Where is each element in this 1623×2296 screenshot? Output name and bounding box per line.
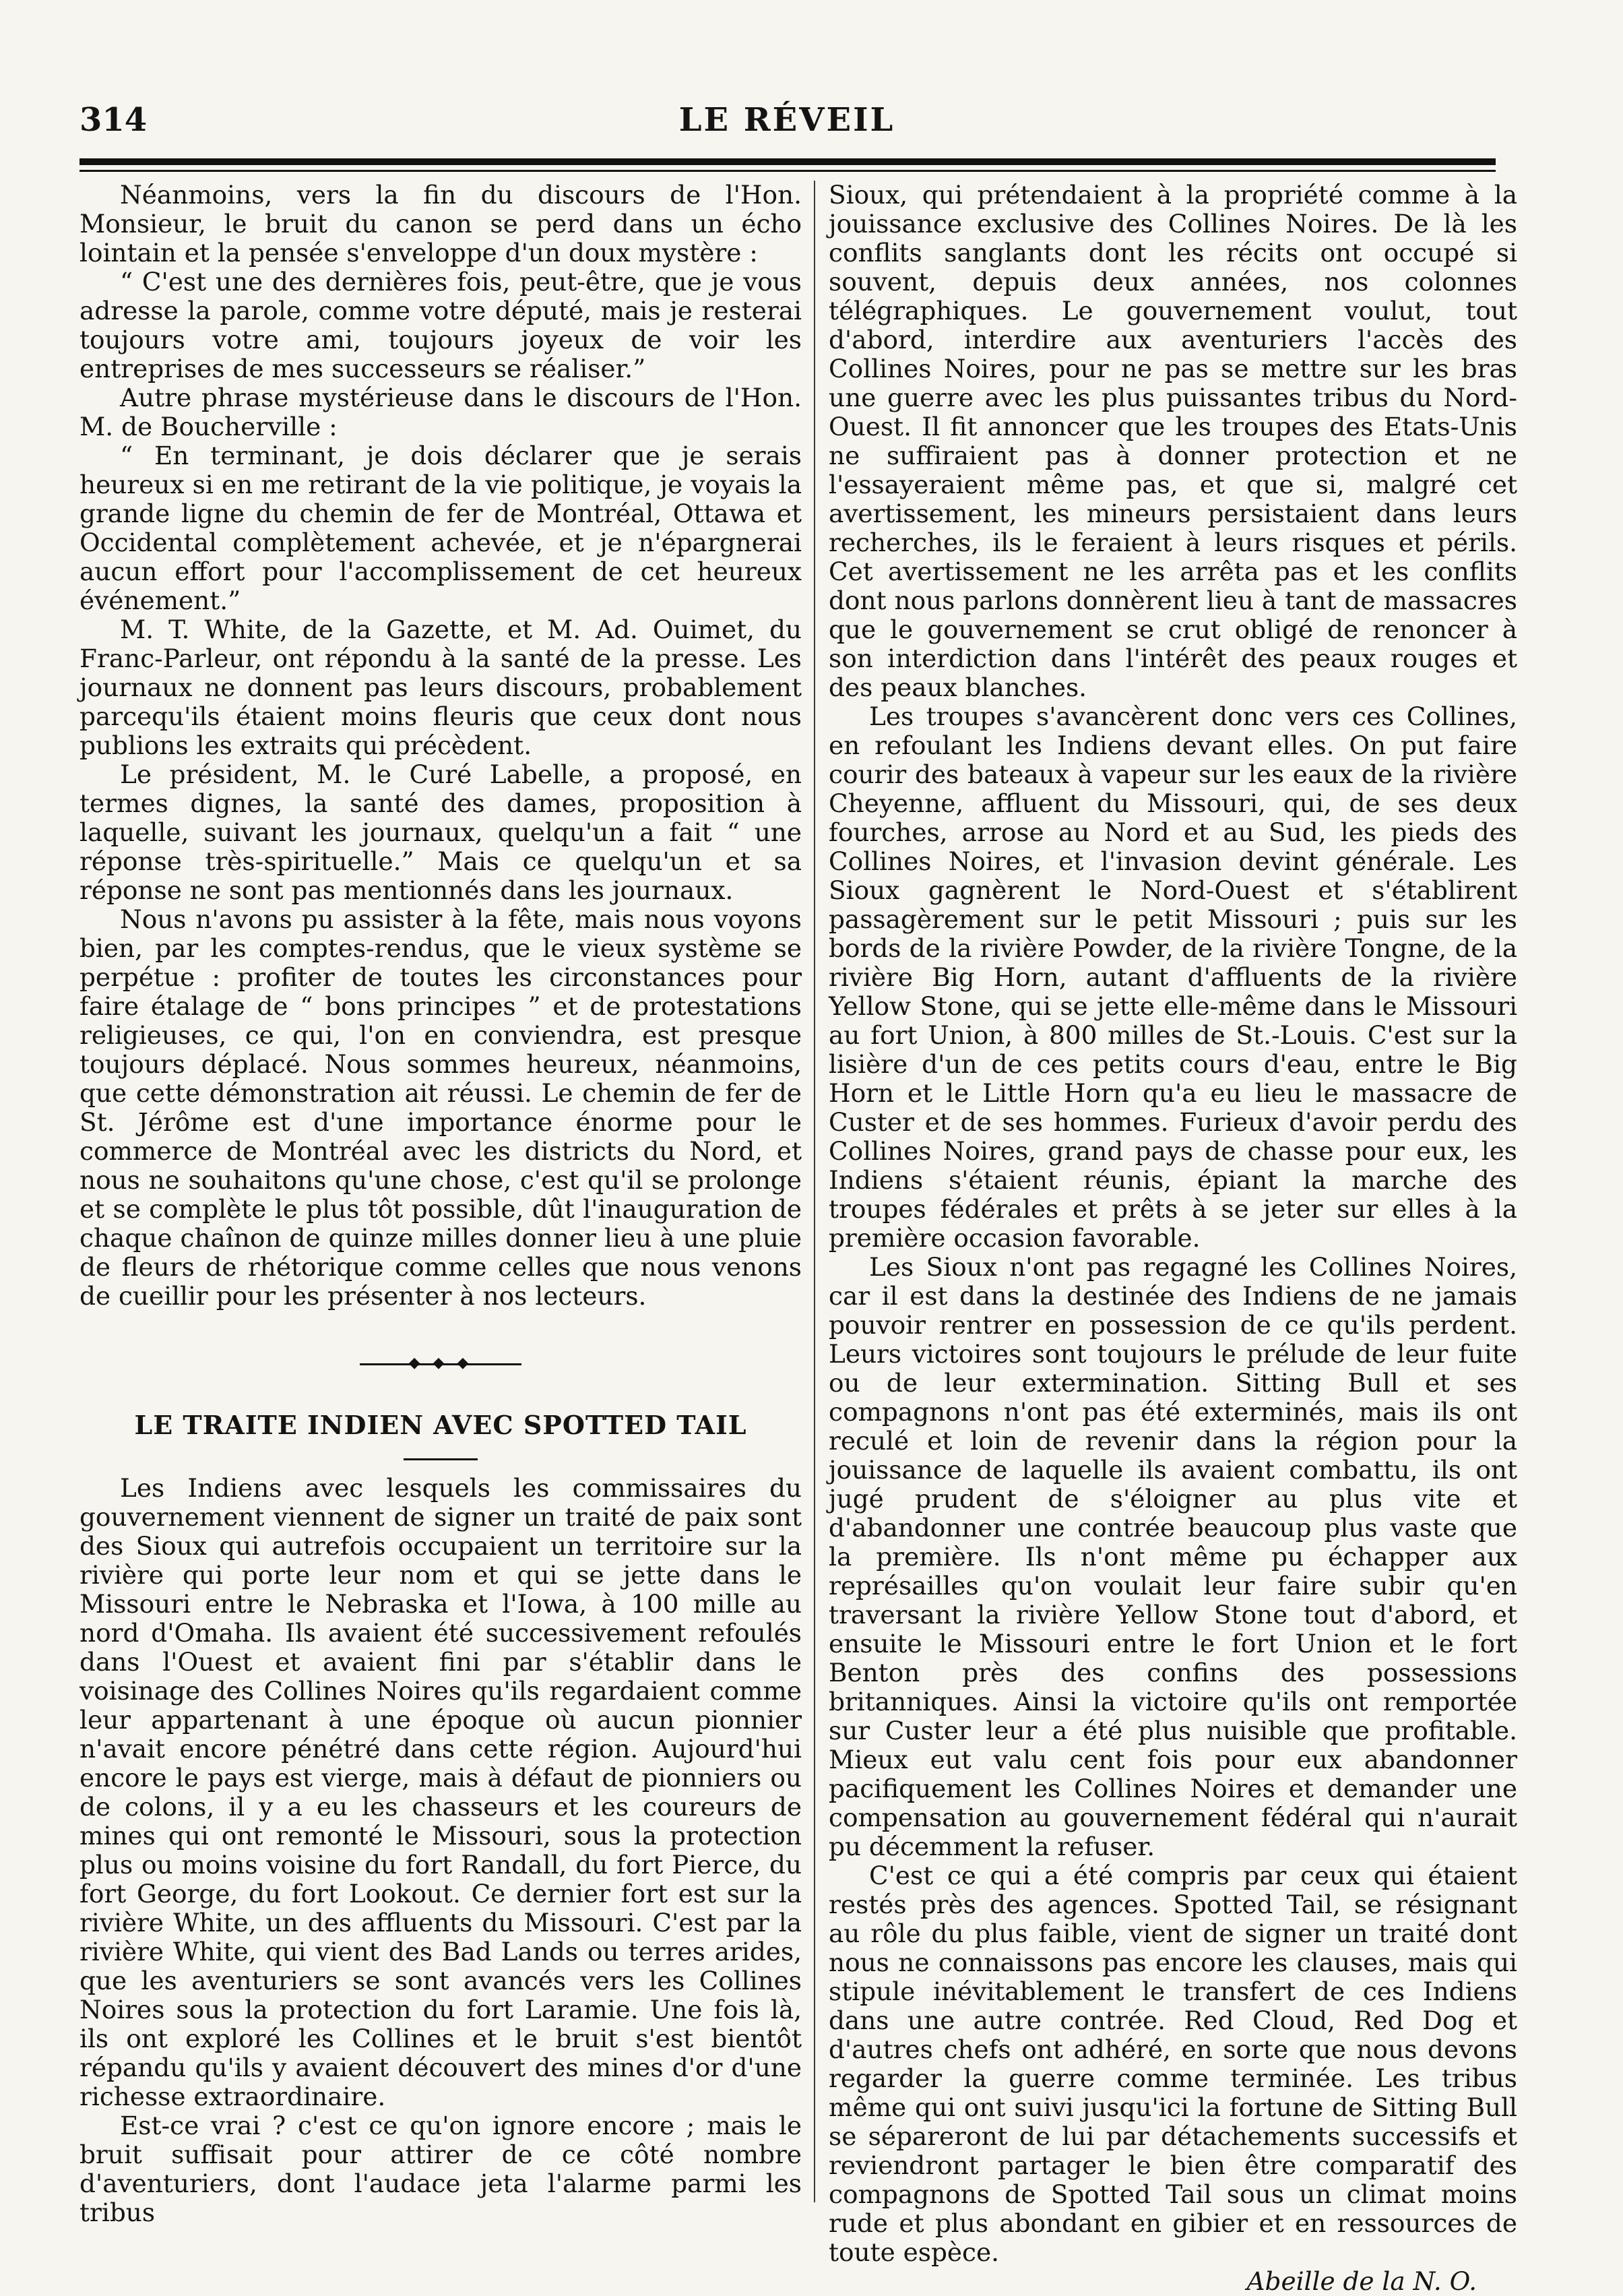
- paragraph: M. T. White, de la Gazette, et M. Ad. Ouimet, du Franc-Parleur, ont répondu à la santé de la presse. Les journaux ne donnent pas leurs discours, probablement parcequ'ils étaient moins fleuris que ceux dont nous publions les extraits qui précèdent.: [79, 615, 802, 760]
- paragraph: Les troupes s'avancèrent donc vers ces Collines, en refoulant les Indiens devant elles. On put faire courir des bateaux à vapeur sur les eaux de la rivière Cheyenne, affluent du Missouri, qui, de ses deux fourches, arrose au Nord et au Sud, les pieds des Collines Noires, et l'invasion devint générale. Les Sioux gagnèrent le Nord-Ouest et s'établirent passagèrement sur le petit Missouri ; puis sur les bords de la rivière Powder, de la rivière Tongne, de la rivière Big Horn, autant d'affluents de la rivière Yellow Stone, qui se jette elle-même dans le Missouri au fort Union, à 800 milles de St.-Louis. C'est sur la lisière d'un de ces petits cours d'eau, entre le Big Horn et le Little Horn qu'a eu lieu le massacre de Custer et de ses hommes. Furieux d'avoir perdu des Collines Noires, grand pays de chasse pour eux, les Indiens s'étaient réunis, épiant la marche des troupes fédérales et prêts à se jeter sur elles à la première occasion favorable.: [829, 702, 1517, 1253]
- left-column: [79, 180, 802, 2227]
- running-title: LE RÉVEIL: [678, 101, 895, 139]
- paragraph: Nous n'avons pu assister à la fête, mais nous voyons bien, par les comptes-rendus, que le vieux système se perpétue : profiter de toutes les circonstances pour faire étalage de “ bons principes ” et de protestations religieuses, ce qui, l'on en conviendra, est presque toujours déplacé. Nous sommes heureux, néanmoins, que cette démonstration ait réussi. Le chemin de fer de St. Jérôme est d'une importance énorme pour le commerce de Montréal avec les districts du Nord, et nous ne souhaitons qu'une chose, c'est qu'il se prolonge et se complète le plus tôt possible, dût l'inauguration de chaque chaînon de quinze milles donner lieu à une pluie de fleurs de rhétorique comme celles que nous venons de cueillir pour les présenter à nos lecteurs.: [79, 904, 802, 1311]
- page-header: [79, 101, 1494, 142]
- quotation: “ C'est une des dernières fois, peut-être, que je vous adresse la parole, comme votre député, mais je resterai toujours votre ami, toujours joyeux de voir les entreprises de mes successeurs se réaliser.”: [79, 267, 802, 383]
- paragraph: Sioux, qui prétendaient à la propriété comme à la jouissance exclusive des Collines Noires. De là les conflits sanglants dont les récits ont occupé si souvent, depuis deux années, nos colonnes télégraphiques. Le gouvernement voulut, tout d'abord, interdire aux aventuriers l'accès des Collines Noires, pour ne pas se mettre sur les bras une guerre avec les plus puissantes tribus du Nord-Ouest. Il fit annoncer que les troupes des Etats-Unis ne suffiraient pas à donner protection et ne l'essayeraient même pas, et que si, malgré cet avertissement, les mineurs persistaient dans leurs recherches, ils le feraient à leurs risques et périls. Cet avertissement ne les arrêta pas et les conflits dont nous parlons donnèrent lieu à tant de massacres que le gouvernement se crut obligé de renoncer à son interdiction dans l'intérêt des peaux rouges et des peaux blanches.: [829, 180, 1517, 702]
- title-rule: [404, 1458, 478, 1460]
- quotation: “ En terminant, je dois déclarer que je serais heureux si en me retirant de la vie politique, je voyais la grande ligne du chemin de fer de Montréal, Ottawa et Occidental complètement achevée, et je n'épargnerai aucun effort pour l'accomplissement de cet heureux événement.”: [79, 441, 802, 615]
- paragraph: Est-ce vrai ? c'est ce qu'on ignore encore ; mais le bruit suffisait pour attirer de ce côté nombre d'aventuriers, dont l'audace jeta l'alarme parmi les tribus: [79, 2111, 802, 2227]
- paragraph: Autre phrase mystérieuse dans le discours de l'Hon. M. de Boucherville :: [79, 383, 802, 441]
- header-rule-thin: [79, 170, 1496, 172]
- column-divider: [814, 181, 815, 2202]
- ornament-divider: [360, 1359, 521, 1369]
- attribution: Abeille de la N. O.: [1246, 2266, 1477, 2296]
- right-column: [829, 180, 1517, 2296]
- page-number: 314: [79, 101, 148, 139]
- paragraph: Les Indiens avec lesquels les commissaires du gouvernement viennent de signer un traité de paix sont des Sioux qui autrefois occupaient un territoire sur la rivière qui porte leur nom et qui se jette dans le Missouri entre le Nebraska et l'Iowa, à 100 mille au nord d'Omaha. Ils avaient été successivement refoulés dans l'Ouest et avaient fini par s'établir dans le voisinage des Collines Noires qu'ils regardaient comme leur appartenant à une époque où aucun pionnier n'avait encore pénétré dans cette région. Aujourd'hui encore le pays est vierge, mais à défaut de pionniers ou de colons, il y a eu les chasseurs et les coureurs de mines qui ont remonté le Missouri, sous la protection plus ou moins voisine du fort Randall, du fort Pierce, du fort George, du fort Lookout. Ce dernier fort est sur la rivière White, un des affluents du Missouri. C'est par la rivière White, qui vient des Bad Lands ou terres arides, que les aventuriers se sont avancés vers les Collines Noires sous la protection du fort Laramie. Une fois là, ils ont exploré les Collines et le bruit s'est bientôt répandu qu'ils y avaient découvert des mines d'or d'une richesse extraordinaire.: [79, 1473, 802, 2111]
- paragraph: C'est ce qui a été compris par ceux qui étaient restés près des agences. Spotted Tail, se résignant au rôle du plus faible, vient de signer un traité dont nous ne connaissons pas encore les clauses, mais qui stipule inévitablement le transfert de ces Indiens dans une autre contrée. Red Cloud, Red Dog et d'autres chefs ont adhéré, en sorte que nous devons regarder la guerre comme terminée. Les tribus même qui ont suivi jusqu'ici la fortune de Sitting Bull se sépareront de lui par détachements successifs et reviendront partager le bien être comparatif des compagnons de Spotted Tail sous un climat moins rude et plus abondant en gibier et en ressources de toute espèce.: [829, 1861, 1517, 2267]
- header-rule-thick: [79, 158, 1496, 165]
- paragraph: Les Sioux n'ont pas regagné les Collines Noires, car il est dans la destinée des Indiens de ne jamais pouvoir rentrer en possession de ce qu'ils perdent. Leurs victoires sont toujours le prélude de leur fuite ou de leur extermination. Sitting Bull et ses compagnons n'ont pas été exterminés, mais ils ont reculé et loin de revenir dans la région pour la jouissance de laquelle ils avaient combattu, ils ont jugé prudent de s'éloigner au plus vite et d'abandonner une contrée beaucoup plus vaste que la première. Ils n'ont même pu échapper aux représailles qu'on voulait leur faire subir qu'en traversant la rivière Yellow Stone tout d'abord, et ensuite le Missouri entre le fort Union et le fort Benton près des confins des possessions britanniques. Ainsi la victoire qu'ils ont remportée sur Custer leur a été plus nuisible que profitable. Mieux eut valu cent fois pour eux abandonner pacifiquement les Collines Noires et demander une compensation au gouvernement fédéral qui n'aurait pu décemment la refuser.: [829, 1252, 1517, 1861]
- paragraph: Le président, M. le Curé Labelle, a proposé, en termes dignes, la santé des dames, proposition à laquelle, suivant les journaux, quelqu'un a fait “ une réponse très-spirituelle.” Mais ce quelqu'un et sa réponse ne sont pas mentionnés dans les journaux.: [79, 759, 802, 905]
- paragraph: Néanmoins, vers la fin du discours de l'Hon. Monsieur, le bruit du canon se perd dans un écho lointain et la pensée s'enveloppe d'un doux mystère :: [79, 180, 802, 268]
- section-title: LE TRAITE INDIEN AVEC SPOTTED TAIL: [134, 1410, 747, 1440]
